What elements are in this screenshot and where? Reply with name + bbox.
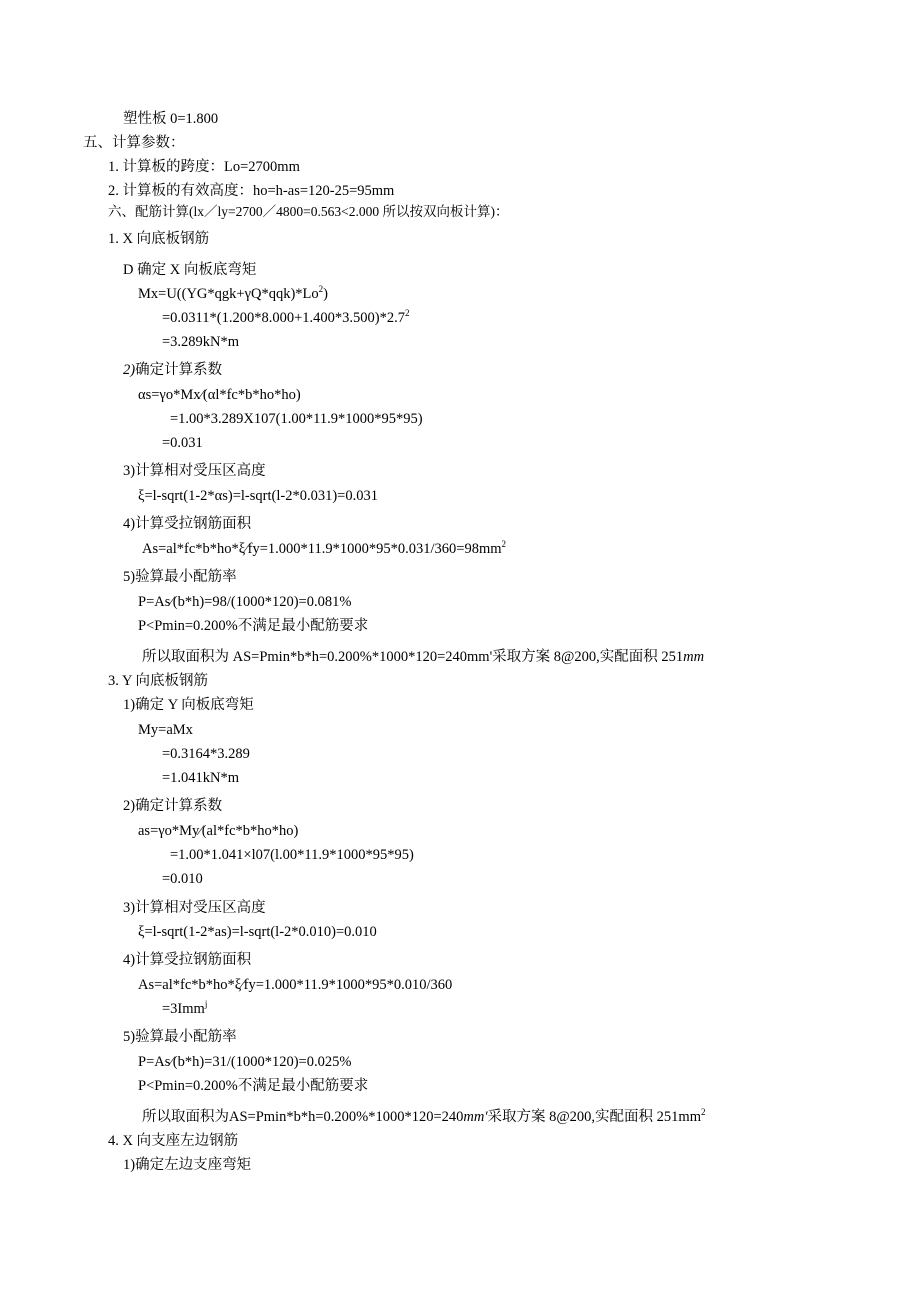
heading-y-bottom-rebar: 3. Y 向底板钢筋 bbox=[108, 673, 209, 689]
formula-y-as-result: =3Imm$^j$ bbox=[162, 999, 208, 1017]
formula-xi: ξ=l-sqrt(1-2*αs)=l-sqrt(l-2*0.031)=0.031 bbox=[138, 488, 378, 504]
step-y-min-ratio: 5)验算最小配筋率 bbox=[123, 1029, 237, 1045]
formula-alpha-s-sub: =1.00*3.289X107(1.00*11.9*1000*95*95) bbox=[170, 411, 423, 427]
formula-mx-result: =3.289kN*m bbox=[162, 334, 240, 350]
step-y-steel-area: 4)计算受拉钢筋面积 bbox=[123, 952, 252, 968]
step-x-steel-area: 4)计算受拉钢筋面积 bbox=[123, 516, 252, 532]
conclusion-x-area: 所以取面积为 AS=Pmin*b*h=0.200%*1000*120=240mm'采取方案 8@200,实配面积 251mm bbox=[142, 649, 705, 665]
check-p-min: P<Pmin=0.200%不满足最小配筋要求 bbox=[138, 618, 369, 634]
step-x-moment: D 确定 X 向板底弯矩 bbox=[123, 262, 257, 278]
heading-calc-params: 五、计算参数： bbox=[83, 135, 185, 151]
step-y-compression-zone: 3)计算相对受压区高度 bbox=[123, 900, 266, 916]
heading-x-bottom-rebar: 1. X 向底板钢筋 bbox=[108, 231, 210, 247]
formula-y-p: P=As∕(b*h)=31/(1000*120)=0.025% bbox=[138, 1054, 352, 1070]
formula-y-as: As=al*fc*b*ho*ξ∕fy=1.000*11.9*1000*95*0.010/360 bbox=[138, 977, 453, 993]
step-y-moment: 1)确定 Y 向板底弯矩 bbox=[123, 697, 254, 713]
line-effective-height: 2. 计算板的有效高度：ho=h-as=120-25=95mm bbox=[108, 183, 395, 199]
conclusion-y-area: 所以取面积为AS=Pmin*b*h=0.200%*1000*120=240mm'采取方案 8@200,实配面积 $251mm^2$ bbox=[142, 1107, 706, 1125]
formula-p: P=As∕(b*h)=98/(1000*120)=0.081% bbox=[138, 594, 352, 610]
step-x-coefficient: 2)确定计算系数 bbox=[123, 362, 223, 378]
formula-my-result: =1.041kN*m bbox=[162, 770, 240, 786]
formula-as: $As=al*fc*b*ho*\xi∕fy=1.000*11.9*1000*95*0.031/360=98mm^2$ bbox=[142, 539, 507, 557]
formula-mx-sub: $=0.0311*(1.200*8.000+1.400*3.500)*2.7^2$ bbox=[162, 308, 410, 326]
heading-reinforcement-calc: 六、配筋计算(lx／ly=2700／4800=0.563<2.000 所以按双向板计算)： bbox=[108, 204, 509, 219]
step-x-compression-zone: 3)计算相对受压区高度 bbox=[123, 463, 266, 479]
heading-x-left-support: 4. X 向支座左边钢筋 bbox=[108, 1133, 239, 1149]
step-x-min-ratio: 5)验算最小配筋率 bbox=[123, 569, 237, 585]
formula-as-coef-result: =0.010 bbox=[162, 871, 203, 887]
formula-my-sub: =0.3164*3.289 bbox=[162, 746, 250, 762]
line-span: 1. 计算板的跨度：Lo=2700mm bbox=[108, 159, 300, 175]
formula-alpha-s-result: =0.031 bbox=[162, 435, 203, 451]
formula-y-xi: ξ=l-sqrt(1-2*as)=l-sqrt(l-2*0.010)=0.010 bbox=[138, 924, 377, 940]
formula-as-coef: as=γo*My∕(al*fc*b*ho*ho) bbox=[138, 823, 299, 839]
line-plastic-plate: 塑性板 0=1.800 bbox=[123, 111, 219, 127]
formula-my: My=aMx bbox=[138, 722, 193, 738]
check-y-p-min: P<Pmin=0.200%不满足最小配筋要求 bbox=[138, 1078, 369, 1094]
formula-mx: $Mx=U((YG*qgk+\gamma Q*qqk)*Lo^2)$ bbox=[138, 284, 328, 302]
step-y-coefficient: 2)确定计算系数 bbox=[123, 798, 223, 814]
formula-as-coef-sub: =1.00*1.041×l07(l.00*11.9*1000*95*95) bbox=[170, 847, 414, 863]
step-left-support-moment: 1)确定左边支座弯矩 bbox=[123, 1157, 252, 1173]
formula-alpha-s: αs=γo*Mx∕(αl*fc*b*ho*ho) bbox=[138, 387, 301, 403]
